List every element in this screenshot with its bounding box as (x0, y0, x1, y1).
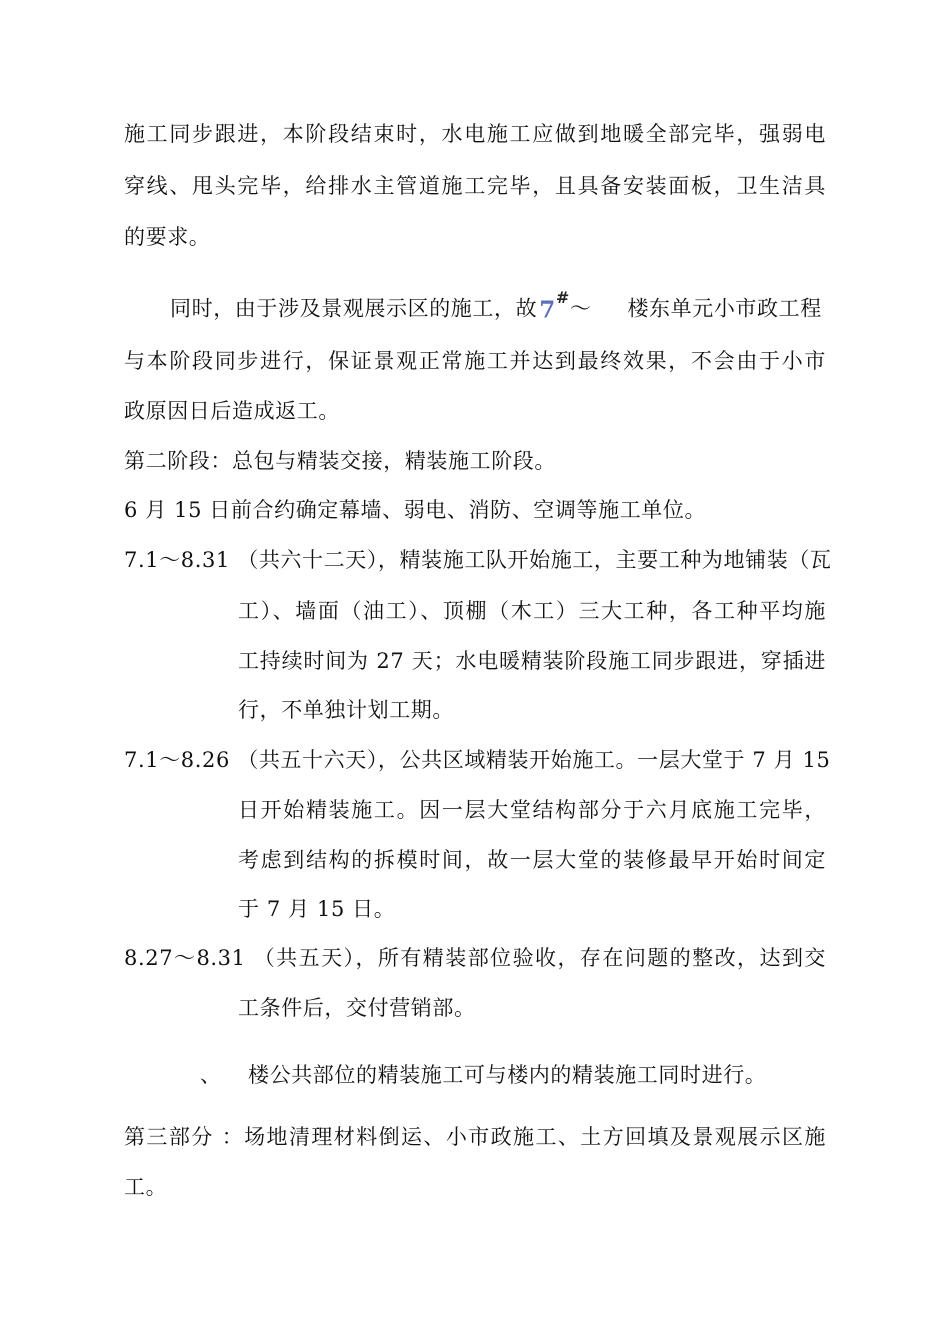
schedule-item-line: 工条件后，交付营销部。 (238, 996, 476, 1020)
schedule-item-line: 考虑到结构的拆模时间，故一层大堂的装修最早开始时间定 (238, 848, 826, 872)
schedule-item-line: 工持续时间为 27 天；水电暖精装阶段施工同步跟进，穿插进 (238, 649, 826, 673)
paragraph-line: 6 月 15 日前合约确定幕墙、弱电、消防、空调等施工单位。 (124, 498, 707, 522)
section-heading: 第三部分 ：场地清理材料倒运、小市政施工、土方回填及景观展示区施 (124, 1125, 826, 1149)
paragraph-text: 同时，由于涉及景观展示区的施工，故 (170, 296, 538, 321)
tilde-text: ～ (569, 296, 592, 321)
paragraph-line: 的要求。 (124, 225, 211, 249)
paragraph-line: 与本阶段同步进行，保证景观正常施工并达到最终效果，不会由于小市 (124, 349, 826, 373)
schedule-item-line: 7.1～8.31 （共六十二天），精装施工队开始施工，主要工种为地铺装（瓦 (124, 548, 832, 572)
paragraph-line (170, 287, 822, 324)
schedule-item-line: 7.1～8.26 （共五十六天），公共区域精装开始施工。一层大堂于 7 月 15 (124, 748, 831, 772)
schedule-item-line: 工）、墙面（油工）、顶棚（木工）三大工种，各工种平均施 (238, 599, 826, 623)
note-bullet: 、 (200, 1063, 222, 1087)
paragraph-line: 政原因日后造成返工。 (124, 399, 340, 423)
paragraph-line: 穿线、甩头完毕，给排水主管道施工完毕，且具备安装面板，卫生洁具 (124, 174, 826, 198)
note-text: 楼公共部位的精装施工可与楼内的精装施工同时进行。 (248, 1063, 767, 1087)
schedule-item-line: 日开始精装施工。因一层大堂结构部分于六月底施工完毕， (238, 798, 826, 822)
paragraph-line: 施工同步跟进，本阶段结束时，水电施工应做到地暖全部完毕，强弱电 (124, 122, 826, 146)
section-heading: 第二阶段：总包与精装交接，精装施工阶段。 (124, 449, 556, 473)
schedule-item-line: 于 7 月 15 日。 (238, 897, 396, 921)
schedule-item-line: 8.27～8.31 （共五天），所有精装部位验收，存在问题的整改，达到交 (124, 946, 826, 970)
paragraph-text: 楼东单元小市政工程 (627, 296, 822, 321)
building-number-marker: 7# (539, 288, 570, 324)
schedule-item-line: 行，不单独计划工期。 (238, 698, 454, 722)
paragraph-line: 工。 (124, 1175, 168, 1199)
